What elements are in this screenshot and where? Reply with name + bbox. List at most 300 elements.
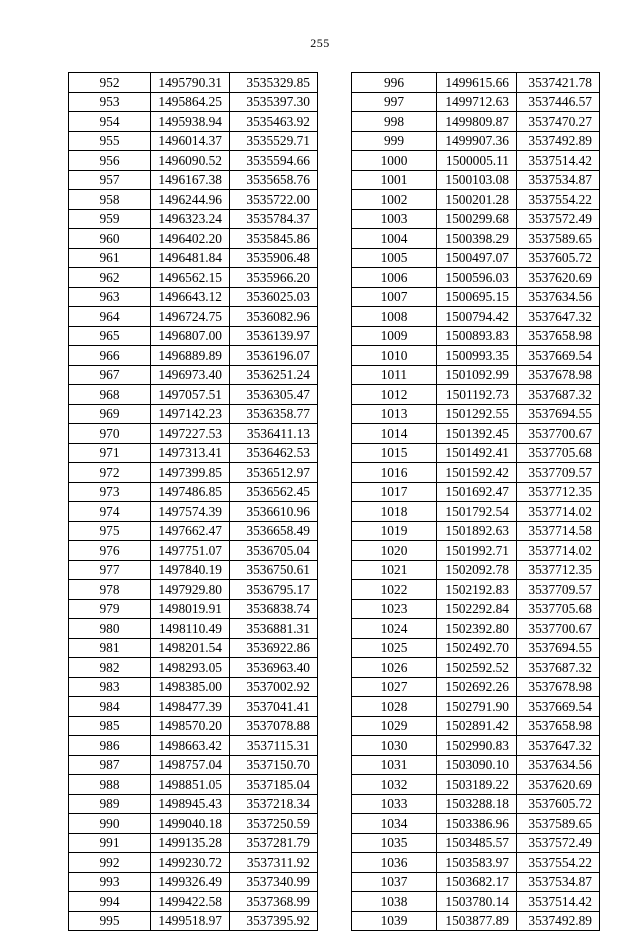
table-row (352, 209, 600, 229)
coordinate-table-right (351, 72, 600, 931)
table-row (352, 872, 600, 892)
point-number-cell: 1008 (352, 307, 437, 327)
point-number-cell: 1027 (352, 677, 437, 697)
point-number-cell: 972 (69, 463, 151, 483)
table-row (352, 814, 600, 834)
x-coordinate-cell: 1498570.20 (151, 716, 230, 736)
x-coordinate-cell: 1497057.51 (151, 385, 230, 405)
table-row (69, 716, 318, 736)
y-coordinate-cell: 3535329.85 (230, 73, 318, 93)
y-coordinate-cell: 3535529.71 (230, 131, 318, 151)
y-coordinate-cell: 3536795.17 (230, 580, 318, 600)
table-row (69, 697, 318, 717)
y-coordinate-cell: 3537395.92 (230, 911, 318, 931)
y-coordinate-cell: 3537687.32 (517, 658, 600, 678)
y-coordinate-cell: 3537311.92 (230, 853, 318, 873)
x-coordinate-cell: 1501892.63 (437, 521, 517, 541)
table-row (69, 755, 318, 775)
table-row (352, 853, 600, 873)
point-number-cell: 985 (69, 716, 151, 736)
y-coordinate-cell: 3537041.41 (230, 697, 318, 717)
y-coordinate-cell: 3537572.49 (517, 833, 600, 853)
y-coordinate-cell: 3535784.37 (230, 209, 318, 229)
point-number-cell: 966 (69, 346, 151, 366)
point-number-cell: 1003 (352, 209, 437, 229)
y-coordinate-cell: 3537694.55 (517, 404, 600, 424)
table-row (69, 599, 318, 619)
point-number-cell: 992 (69, 853, 151, 873)
table-row (69, 619, 318, 639)
table-row (69, 775, 318, 795)
point-number-cell: 1033 (352, 794, 437, 814)
y-coordinate-cell: 3537705.68 (517, 443, 600, 463)
y-coordinate-cell: 3537470.27 (517, 112, 600, 132)
coordinate-table-left (68, 72, 318, 931)
point-number-cell: 970 (69, 424, 151, 444)
y-coordinate-cell: 3535845.86 (230, 229, 318, 249)
y-coordinate-cell: 3535658.76 (230, 170, 318, 190)
y-coordinate-cell: 3537421.78 (517, 73, 600, 93)
point-number-cell: 1006 (352, 268, 437, 288)
y-coordinate-cell: 3537709.57 (517, 580, 600, 600)
x-coordinate-cell: 1503877.89 (437, 911, 517, 931)
y-coordinate-cell: 3537687.32 (517, 385, 600, 405)
x-coordinate-cell: 1501392.45 (437, 424, 517, 444)
point-number-cell: 979 (69, 599, 151, 619)
table-row (352, 443, 600, 463)
table-row (69, 170, 318, 190)
x-coordinate-cell: 1499907.36 (437, 131, 517, 151)
point-number-cell: 960 (69, 229, 151, 249)
point-number-cell: 1032 (352, 775, 437, 795)
table-row (69, 190, 318, 210)
y-coordinate-cell: 3537002.92 (230, 677, 318, 697)
x-coordinate-cell: 1497751.07 (151, 541, 230, 561)
table-row (69, 73, 318, 93)
y-coordinate-cell: 3537658.98 (517, 716, 600, 736)
x-coordinate-cell: 1498385.00 (151, 677, 230, 697)
table-row (69, 209, 318, 229)
x-coordinate-cell: 1496889.89 (151, 346, 230, 366)
point-number-cell: 973 (69, 482, 151, 502)
x-coordinate-cell: 1503780.14 (437, 892, 517, 912)
y-coordinate-cell: 3537514.42 (517, 892, 600, 912)
table-row (69, 92, 318, 112)
y-coordinate-cell: 3535594.66 (230, 151, 318, 171)
x-coordinate-cell: 1496167.38 (151, 170, 230, 190)
point-number-cell: 1034 (352, 814, 437, 834)
table-row (69, 677, 318, 697)
x-coordinate-cell: 1501292.55 (437, 404, 517, 424)
table-row (69, 736, 318, 756)
x-coordinate-cell: 1501992.71 (437, 541, 517, 561)
x-coordinate-cell: 1497662.47 (151, 521, 230, 541)
x-coordinate-cell: 1500695.15 (437, 287, 517, 307)
point-number-cell: 1022 (352, 580, 437, 600)
y-coordinate-cell: 3537678.98 (517, 677, 600, 697)
x-coordinate-cell: 1496562.15 (151, 268, 230, 288)
point-number-cell: 1018 (352, 502, 437, 522)
point-number-cell: 969 (69, 404, 151, 424)
y-coordinate-cell: 3537281.79 (230, 833, 318, 853)
x-coordinate-cell: 1501692.47 (437, 482, 517, 502)
x-coordinate-cell: 1502492.70 (437, 638, 517, 658)
y-coordinate-cell: 3536610.96 (230, 502, 318, 522)
table-row (69, 443, 318, 463)
point-number-cell: 974 (69, 502, 151, 522)
point-number-cell: 996 (352, 73, 437, 93)
table-row (69, 794, 318, 814)
y-coordinate-cell: 3535722.00 (230, 190, 318, 210)
y-coordinate-cell: 3537620.69 (517, 268, 600, 288)
x-coordinate-cell: 1501592.42 (437, 463, 517, 483)
y-coordinate-cell: 3537589.65 (517, 814, 600, 834)
table-row (352, 560, 600, 580)
x-coordinate-cell: 1498110.49 (151, 619, 230, 639)
x-coordinate-cell: 1496402.20 (151, 229, 230, 249)
point-number-cell: 987 (69, 755, 151, 775)
table-row (69, 482, 318, 502)
y-coordinate-cell: 3535463.92 (230, 112, 318, 132)
x-coordinate-cell: 1499712.63 (437, 92, 517, 112)
table-row (352, 326, 600, 346)
table-row (352, 307, 600, 327)
point-number-cell: 961 (69, 248, 151, 268)
y-coordinate-cell: 3537115.31 (230, 736, 318, 756)
point-number-cell: 995 (69, 911, 151, 931)
point-number-cell: 999 (352, 131, 437, 151)
y-coordinate-cell: 3536658.49 (230, 521, 318, 541)
point-number-cell: 1038 (352, 892, 437, 912)
y-coordinate-cell: 3537634.56 (517, 755, 600, 775)
table-row (69, 151, 318, 171)
point-number-cell: 1015 (352, 443, 437, 463)
table-row (352, 190, 600, 210)
table-row (352, 677, 600, 697)
y-coordinate-cell: 3536512.97 (230, 463, 318, 483)
y-coordinate-cell: 3536305.47 (230, 385, 318, 405)
table-row (352, 112, 600, 132)
x-coordinate-cell: 1501492.41 (437, 443, 517, 463)
y-coordinate-cell: 3535966.20 (230, 268, 318, 288)
table-row (69, 814, 318, 834)
table-row (352, 619, 600, 639)
table-row (69, 404, 318, 424)
point-number-cell: 988 (69, 775, 151, 795)
y-coordinate-cell: 3537712.35 (517, 560, 600, 580)
y-coordinate-cell: 3537492.89 (517, 131, 600, 151)
x-coordinate-cell: 1499615.66 (437, 73, 517, 93)
point-number-cell: 1017 (352, 482, 437, 502)
table-row (69, 502, 318, 522)
x-coordinate-cell: 1498851.05 (151, 775, 230, 795)
point-number-cell: 952 (69, 73, 151, 93)
x-coordinate-cell: 1496724.75 (151, 307, 230, 327)
x-coordinate-cell: 1502592.52 (437, 658, 517, 678)
point-number-cell: 968 (69, 385, 151, 405)
x-coordinate-cell: 1500794.42 (437, 307, 517, 327)
table-row (69, 521, 318, 541)
x-coordinate-cell: 1502392.80 (437, 619, 517, 639)
x-coordinate-cell: 1500398.29 (437, 229, 517, 249)
x-coordinate-cell: 1496244.96 (151, 190, 230, 210)
x-coordinate-cell: 1503583.97 (437, 853, 517, 873)
point-number-cell: 1005 (352, 248, 437, 268)
table-row (69, 463, 318, 483)
x-coordinate-cell: 1496090.52 (151, 151, 230, 171)
x-coordinate-cell: 1502092.78 (437, 560, 517, 580)
x-coordinate-cell: 1496323.24 (151, 209, 230, 229)
point-number-cell: 1007 (352, 287, 437, 307)
y-coordinate-cell: 3537694.55 (517, 638, 600, 658)
table-row (352, 541, 600, 561)
y-coordinate-cell: 3537705.68 (517, 599, 600, 619)
x-coordinate-cell: 1497227.53 (151, 424, 230, 444)
point-number-cell: 956 (69, 151, 151, 171)
y-coordinate-cell: 3536251.24 (230, 365, 318, 385)
x-coordinate-cell: 1503485.57 (437, 833, 517, 853)
table-row (352, 463, 600, 483)
table-row (352, 346, 600, 366)
point-number-cell: 1023 (352, 599, 437, 619)
y-coordinate-cell: 3537712.35 (517, 482, 600, 502)
table-row (69, 853, 318, 873)
point-number-cell: 1039 (352, 911, 437, 931)
table-row (352, 287, 600, 307)
point-number-cell: 962 (69, 268, 151, 288)
point-number-cell: 1013 (352, 404, 437, 424)
page-number: 255 (310, 36, 330, 50)
x-coordinate-cell: 1499040.18 (151, 814, 230, 834)
table-row (352, 658, 600, 678)
table-row (69, 638, 318, 658)
x-coordinate-cell: 1500893.83 (437, 326, 517, 346)
y-coordinate-cell: 3536838.74 (230, 599, 318, 619)
y-coordinate-cell: 3537185.04 (230, 775, 318, 795)
table-row (69, 385, 318, 405)
y-coordinate-cell: 3537669.54 (517, 697, 600, 717)
x-coordinate-cell: 1502791.90 (437, 697, 517, 717)
point-number-cell: 957 (69, 170, 151, 190)
y-coordinate-cell: 3537700.67 (517, 619, 600, 639)
point-number-cell: 984 (69, 697, 151, 717)
x-coordinate-cell: 1498757.04 (151, 755, 230, 775)
table-row (352, 502, 600, 522)
table-row (69, 833, 318, 853)
table-row (69, 424, 318, 444)
table-row (69, 326, 318, 346)
point-number-cell: 981 (69, 638, 151, 658)
x-coordinate-cell: 1499809.87 (437, 112, 517, 132)
table-row (352, 697, 600, 717)
point-number-cell: 971 (69, 443, 151, 463)
table-row (69, 287, 318, 307)
x-coordinate-cell: 1502292.84 (437, 599, 517, 619)
x-coordinate-cell: 1497929.80 (151, 580, 230, 600)
y-coordinate-cell: 3537554.22 (517, 853, 600, 873)
y-coordinate-cell: 3537250.59 (230, 814, 318, 834)
point-number-cell: 1016 (352, 463, 437, 483)
y-coordinate-cell: 3537658.98 (517, 326, 600, 346)
point-number-cell: 978 (69, 580, 151, 600)
x-coordinate-cell: 1503682.17 (437, 872, 517, 892)
x-coordinate-cell: 1496643.12 (151, 287, 230, 307)
point-number-cell: 1035 (352, 833, 437, 853)
y-coordinate-cell: 3537714.58 (517, 521, 600, 541)
x-coordinate-cell: 1503189.22 (437, 775, 517, 795)
x-coordinate-cell: 1498477.39 (151, 697, 230, 717)
point-number-cell: 1014 (352, 424, 437, 444)
point-number-cell: 1031 (352, 755, 437, 775)
point-number-cell: 965 (69, 326, 151, 346)
table-row (352, 833, 600, 853)
y-coordinate-cell: 3536881.31 (230, 619, 318, 639)
table-row (352, 424, 600, 444)
x-coordinate-cell: 1500497.07 (437, 248, 517, 268)
y-coordinate-cell: 3537634.56 (517, 287, 600, 307)
point-number-cell: 994 (69, 892, 151, 912)
point-number-cell: 1009 (352, 326, 437, 346)
table-row (69, 346, 318, 366)
y-coordinate-cell: 3537572.49 (517, 209, 600, 229)
table-row (69, 892, 318, 912)
x-coordinate-cell: 1496014.37 (151, 131, 230, 151)
table-row (352, 716, 600, 736)
table-row (352, 736, 600, 756)
table-row (352, 385, 600, 405)
y-coordinate-cell: 3536562.45 (230, 482, 318, 502)
x-coordinate-cell: 1497574.39 (151, 502, 230, 522)
x-coordinate-cell: 1499518.97 (151, 911, 230, 931)
x-coordinate-cell: 1502192.83 (437, 580, 517, 600)
table-row (352, 892, 600, 912)
y-coordinate-cell: 3537709.57 (517, 463, 600, 483)
point-number-cell: 993 (69, 872, 151, 892)
x-coordinate-cell: 1499230.72 (151, 853, 230, 873)
table-row (69, 248, 318, 268)
x-coordinate-cell: 1497486.85 (151, 482, 230, 502)
x-coordinate-cell: 1501092.99 (437, 365, 517, 385)
point-number-cell: 976 (69, 541, 151, 561)
x-coordinate-cell: 1500103.08 (437, 170, 517, 190)
table-row (352, 229, 600, 249)
point-number-cell: 1004 (352, 229, 437, 249)
point-number-cell: 1020 (352, 541, 437, 561)
x-coordinate-cell: 1501192.73 (437, 385, 517, 405)
table-row (352, 248, 600, 268)
x-coordinate-cell: 1502990.83 (437, 736, 517, 756)
point-number-cell: 991 (69, 833, 151, 853)
x-coordinate-cell: 1497313.41 (151, 443, 230, 463)
point-number-cell: 1028 (352, 697, 437, 717)
x-coordinate-cell: 1501792.54 (437, 502, 517, 522)
y-coordinate-cell: 3537078.88 (230, 716, 318, 736)
table-row (69, 229, 318, 249)
point-number-cell: 975 (69, 521, 151, 541)
point-number-cell: 1000 (352, 151, 437, 171)
point-number-cell: 977 (69, 560, 151, 580)
point-number-cell: 986 (69, 736, 151, 756)
y-coordinate-cell: 3537669.54 (517, 346, 600, 366)
y-coordinate-cell: 3537714.02 (517, 502, 600, 522)
table-row (352, 404, 600, 424)
table-row (352, 599, 600, 619)
table-row (352, 521, 600, 541)
y-coordinate-cell: 3537714.02 (517, 541, 600, 561)
point-number-cell: 1025 (352, 638, 437, 658)
x-coordinate-cell: 1500299.68 (437, 209, 517, 229)
table-row (69, 911, 318, 931)
y-coordinate-cell: 3536358.77 (230, 404, 318, 424)
y-coordinate-cell: 3537368.99 (230, 892, 318, 912)
table-row (352, 92, 600, 112)
table-row (69, 365, 318, 385)
table-row (352, 151, 600, 171)
y-coordinate-cell: 3537446.57 (517, 92, 600, 112)
x-coordinate-cell: 1503090.10 (437, 755, 517, 775)
point-number-cell: 997 (352, 92, 437, 112)
x-coordinate-cell: 1495864.25 (151, 92, 230, 112)
y-coordinate-cell: 3537700.67 (517, 424, 600, 444)
y-coordinate-cell: 3535906.48 (230, 248, 318, 268)
y-coordinate-cell: 3537514.42 (517, 151, 600, 171)
table-row (69, 580, 318, 600)
y-coordinate-cell: 3536750.61 (230, 560, 318, 580)
x-coordinate-cell: 1496481.84 (151, 248, 230, 268)
y-coordinate-cell: 3535397.30 (230, 92, 318, 112)
x-coordinate-cell: 1495790.31 (151, 73, 230, 93)
table-row (69, 872, 318, 892)
y-coordinate-cell: 3537605.72 (517, 248, 600, 268)
point-number-cell: 1026 (352, 658, 437, 678)
point-number-cell: 1010 (352, 346, 437, 366)
y-coordinate-cell: 3536411.13 (230, 424, 318, 444)
table-row (352, 794, 600, 814)
table-row (352, 755, 600, 775)
point-number-cell: 989 (69, 794, 151, 814)
point-number-cell: 1002 (352, 190, 437, 210)
table-row (352, 775, 600, 795)
point-number-cell: 1024 (352, 619, 437, 639)
x-coordinate-cell: 1495938.94 (151, 112, 230, 132)
x-coordinate-cell: 1498663.42 (151, 736, 230, 756)
point-number-cell: 982 (69, 658, 151, 678)
point-number-cell: 959 (69, 209, 151, 229)
y-coordinate-cell: 3537620.69 (517, 775, 600, 795)
point-number-cell: 1036 (352, 853, 437, 873)
y-coordinate-cell: 3537150.70 (230, 755, 318, 775)
point-number-cell: 955 (69, 131, 151, 151)
point-number-cell: 963 (69, 287, 151, 307)
x-coordinate-cell: 1498201.54 (151, 638, 230, 658)
x-coordinate-cell: 1500005.11 (437, 151, 517, 171)
table-row (69, 307, 318, 327)
y-coordinate-cell: 3536705.04 (230, 541, 318, 561)
x-coordinate-cell: 1502692.26 (437, 677, 517, 697)
table-row (352, 131, 600, 151)
table-row (69, 268, 318, 288)
point-number-cell: 990 (69, 814, 151, 834)
point-number-cell: 954 (69, 112, 151, 132)
point-number-cell: 964 (69, 307, 151, 327)
point-number-cell: 1001 (352, 170, 437, 190)
y-coordinate-cell: 3537534.87 (517, 170, 600, 190)
x-coordinate-cell: 1498945.43 (151, 794, 230, 814)
point-number-cell: 983 (69, 677, 151, 697)
x-coordinate-cell: 1497840.19 (151, 560, 230, 580)
x-coordinate-cell: 1497142.23 (151, 404, 230, 424)
x-coordinate-cell: 1499422.58 (151, 892, 230, 912)
